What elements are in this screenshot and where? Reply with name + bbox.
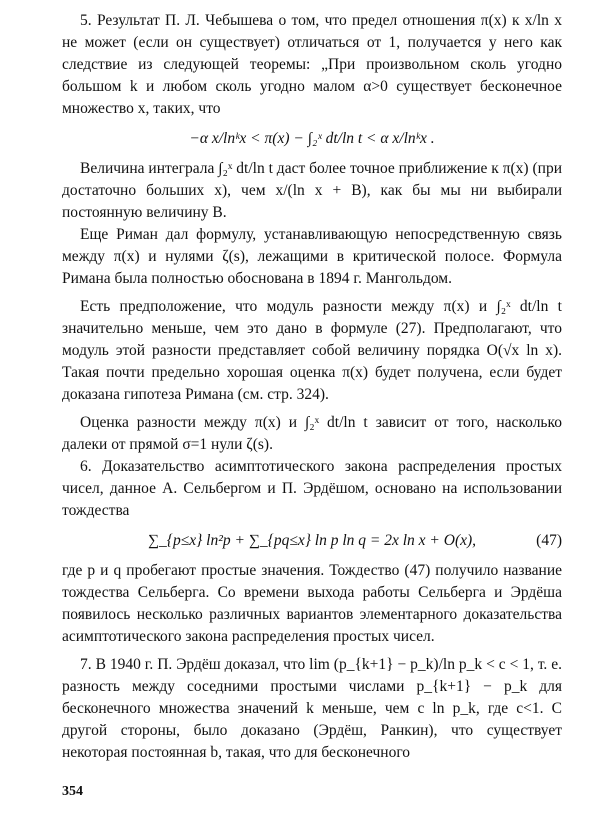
- paragraph-7: 7. В 1940 г. П. Эрдёш доказал, что lim (p_{k+1} − p_k)/ln p_k < c < 1, т. е. разность между соседними простыми числами p_{k+1} − p_k для бесконечного множества значений k меньше, чем c ln p_k, где c<1. С другой стороны, было доказано (Эрдёш, Ранкин), что существует некоторая постоянная b, такая, что для бесконечного: [62, 656, 562, 761]
- formula-selberg: [62, 530, 562, 552]
- paragraph-integral: Величина интеграла ∫₂ˣ dt/ln t даст более точное приближение к π(x) (при достаточно больших x), чем x/(ln x + B), как бы мы ни выбирали постоянную величину B.: [62, 160, 562, 221]
- paragraph-selberg-identity: где p и q пробегают простые значения. Тождество (47) получило название тождества Сельберга. Со времени выхода работы Сельберга и Эрдёша появилось несколько различных вариантов элементарного доказательства асимптотического закона распределения простых чисел.: [62, 562, 562, 645]
- paragraph-5: 5. Результат П. Л. Чебышева о том, что предел отношения π(x) к x/ln x не может (если он существует) отличаться от 1, получается у него как следствие из следующей теоремы: „При произвольном сколь угодно большом k и любом сколь угодно малом α>0 существует бесконечное множество x, таких, что: [62, 12, 562, 117]
- paragraph-hypothesis: Есть предположение, что модуль разности между π(x) и ∫₂ˣ dt/ln t значительно меньше, чем это дано в формуле (27). Предполагают, что модуль этой разности представляет собой величину порядка O(√x ln x). Такая почти предельно хорошая оценка π(x) будет получена, если будет доказана гипотеза Римана (см. стр. 324).: [62, 298, 562, 403]
- formula-selberg-text: ∑_{p≤x} ln²p + ∑_{pq≤x} ln p ln q = 2x ln x + O(x),: [147, 532, 477, 549]
- formula-chebyshev: −α x/lnᵏx < π(x) − ∫₂ˣ dt/ln t < α x/lnᵏx .: [189, 130, 435, 147]
- paragraph-riemann: Еще Риман дал формулу, устанавливающую непосредственную связь между π(x) и нулями ζ(s), лежащими в критической полосе. Формула Римана была полностью обоснована в 1894 г. Мангольдом.: [62, 226, 562, 287]
- page-body: [62, 10, 562, 764]
- formula-number: (47): [536, 532, 562, 549]
- paragraph-6: 6. Доказательство асимптотического закона распределения простых чисел, данное А. Сельбергом и П. Эрдёшом, основано на использовании тождества: [62, 458, 562, 519]
- page-number: 354: [62, 784, 83, 799]
- paragraph-estimate: Оценка разности между π(x) и ∫₂ˣ dt/ln t зависит от того, насколько далеки от прямой σ=1 нули ζ(s).: [62, 414, 562, 453]
